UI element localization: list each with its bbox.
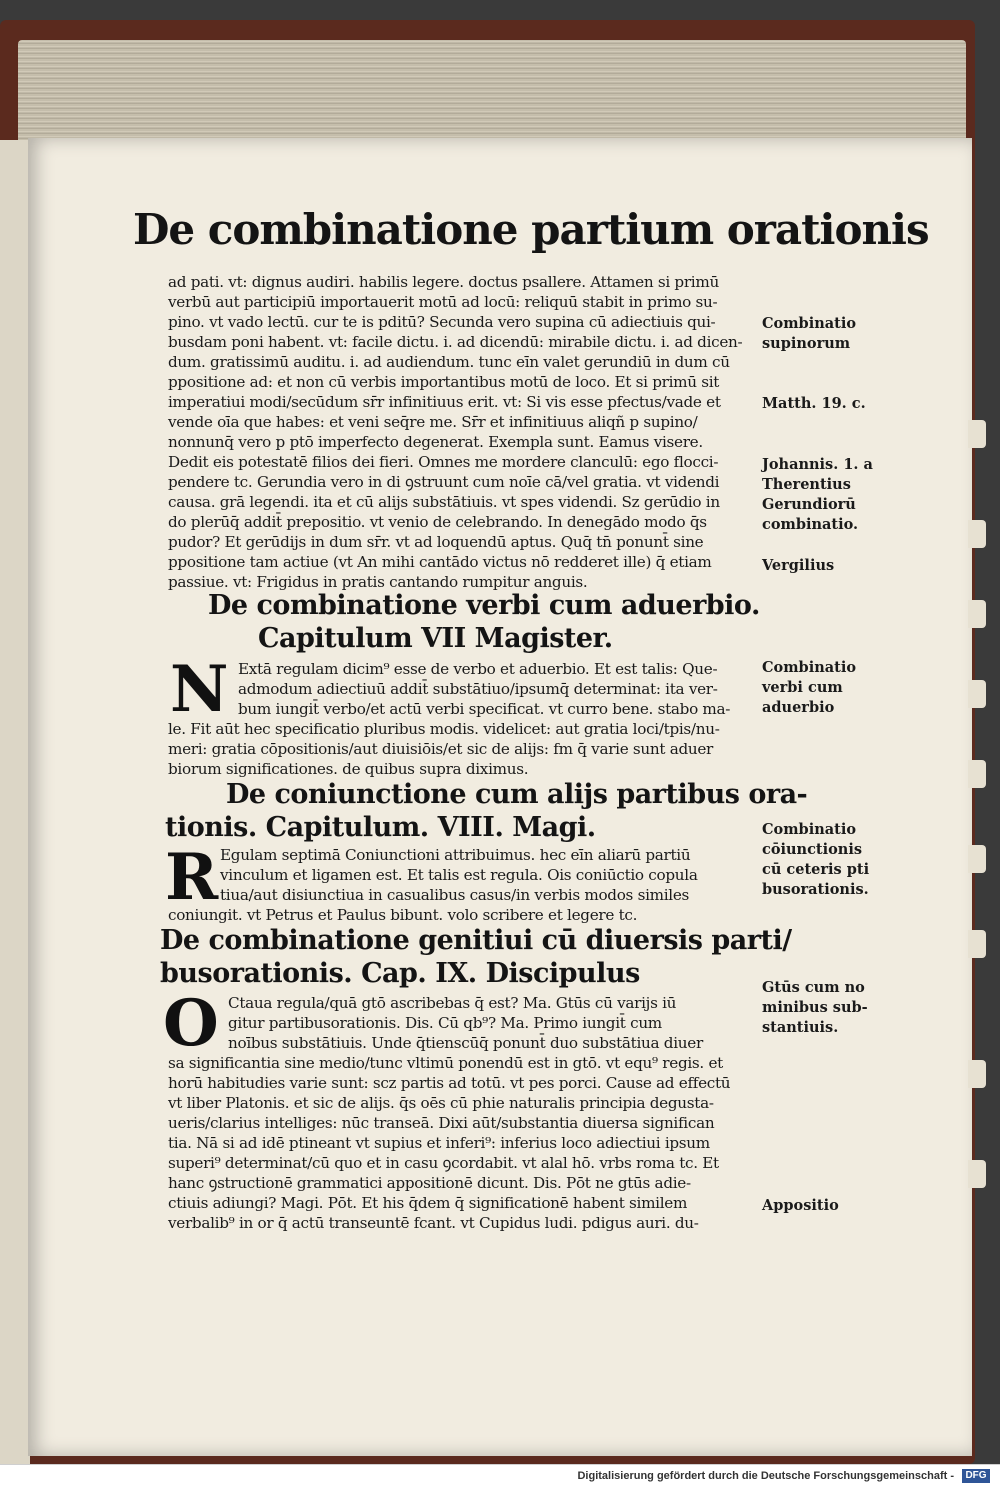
margin-note: Combinatio bbox=[762, 659, 857, 676]
text-line: noībus substātiuis. Unde q̄tienscūq̄ ponunt̄ duo substātiua diuer bbox=[228, 1034, 703, 1052]
margin-note: cū ceteris pti bbox=[762, 861, 870, 878]
page-tab bbox=[968, 1160, 986, 1188]
text-line: verbalib⁹ in or q̄ actū transeuntē fcant. vt Cupidus ludi. pdigus auri. du- bbox=[168, 1214, 699, 1232]
chapter-heading: De combinatione genitiui cū diuersis parti/ bbox=[160, 925, 792, 956]
margin-note: Combinatio bbox=[762, 315, 857, 332]
left-page-edge bbox=[0, 140, 30, 1464]
text-line: vinculum et ligamen est. Et talis est regula. Ois coniūctio copula bbox=[220, 866, 698, 884]
text-line: pendere tc. Gerundia vero in di ꝯstruunt cum noīe cā/vel gratia. vt videndi bbox=[168, 473, 720, 491]
chapter-subheading: tionis. Capitulum. VIII. Magi. bbox=[165, 812, 596, 843]
page-tab bbox=[968, 1060, 986, 1088]
margin-note: busorationis. bbox=[762, 881, 869, 898]
page-edges bbox=[18, 40, 966, 150]
dfg-logo[interactable]: DFG bbox=[962, 1469, 990, 1483]
decorated-initial: O bbox=[163, 986, 219, 1061]
page-tab bbox=[968, 930, 986, 958]
text-line: ad pati. vt: dignus audiri. habilis legere. doctus psallere. Attamen si primū bbox=[168, 273, 719, 291]
text-line: verbū aut participiū importauerit motū ad locū: reliquū stabit in primo su- bbox=[168, 293, 718, 311]
text-line: Dedit eis potestatē filios dei fieri. Omnes me mordere clanculū: ego flocci- bbox=[168, 453, 719, 471]
margin-note: combinatio. bbox=[762, 516, 859, 533]
margin-note: supinorum bbox=[762, 335, 851, 352]
page-tab bbox=[968, 760, 986, 788]
margin-note: cōiunctionis bbox=[762, 841, 863, 858]
text-line: bum iungit̄ verbo/et actū verbi specificat. vt curro bene. stabo ma- bbox=[238, 700, 731, 718]
decorated-initial: R bbox=[165, 840, 219, 915]
text-line: busdam poni habent. vt: facile dictu. i. ad dicendū: mirabile dictu. i. ad dicen- bbox=[168, 333, 743, 351]
text-line: vt liber Platonis. et sic de alijs. q̄s oēs cū phie naturalis principia degusta- bbox=[168, 1094, 714, 1112]
text-line: Egulam septimā Coniunctioni attribuimus. hec eīn aliarū partiū bbox=[220, 846, 691, 864]
page-tab bbox=[968, 420, 986, 448]
funding-notice: Digitalisierung gefördert durch die Deutsche Forschungsgemeinschaft - bbox=[577, 1470, 954, 1482]
page-tab bbox=[968, 520, 986, 548]
text-line: imperatiui modi/secūdum sr̄r infinitiuus erit. vt: Si vis esse pfectus/vade et bbox=[168, 393, 721, 411]
margin-note: Vergilius bbox=[762, 557, 835, 574]
text-line: passiue. vt: Frigidus in pratis cantando rumpitur anguis. bbox=[168, 573, 588, 591]
footer-bar bbox=[0, 1464, 1000, 1490]
text-line: ctiuis adiungi? Magi. Pōt. Et his q̄dem q̄ significationē habent similem bbox=[168, 1194, 688, 1212]
text-line: superi⁹ determinat/cū quo et in casu ꝯcordabit. vt alal hō. vrbs roma tc. Et bbox=[168, 1154, 719, 1172]
text-line: tiua/aut disiunctiua in casualibus casus/in verbis modos similes bbox=[220, 886, 690, 904]
text-line: hanc ꝯstructionē grammatici appositionē dicunt. Dis. Pōt ne gtūs adie- bbox=[168, 1174, 691, 1192]
text-line: gitur partibusorationis. Dis. Cū qb⁹? Ma. Primo iungit̄ cum bbox=[228, 1014, 662, 1032]
text-line: horū habitudies varie sunt: scz partis ad totū. vt pes porci. Cause ad effectū bbox=[168, 1074, 731, 1092]
text-line: vende oīa que habes: et veni seq̄re me. Sr̄r et infinitiuus aliqñ p supino/ bbox=[168, 413, 698, 431]
chapter-heading: De coniunctione cum alijs partibus ora- bbox=[226, 779, 808, 810]
margin-note: Gtūs cum no bbox=[762, 979, 865, 996]
text-line: sa significantia sine medio/tunc vltimū ponendū est in gtō. vt equ⁹ regis. et bbox=[168, 1054, 723, 1072]
text-line: tia. Nā si ad idē ptineant vt supius et inferi⁹: inferius loco adiectiui ipsum bbox=[168, 1134, 710, 1152]
text-line: ueris/clarius intelliges: nūc transeā. Dixi aūt/substantia diuersa significan bbox=[168, 1114, 715, 1132]
text-line: nonnunq̄ vero p ptō imperfecto degenerat. Exempla sunt. Eamus visere. bbox=[168, 433, 703, 451]
text-line: coniungit. vt Petrus et Paulus bibunt. volo scribere et legere tc. bbox=[168, 906, 638, 924]
text-line: biorum significationes. de quibus supra diximus. bbox=[168, 760, 529, 778]
margin-note: verbi cum bbox=[762, 679, 843, 696]
margin-note: Therentius bbox=[762, 476, 851, 493]
margin-note: Gerundiorū bbox=[762, 496, 856, 513]
text-line: dum. gratissimū auditu. i. ad audiendum. tunc eīn valet gerundiū in dum cū bbox=[168, 353, 730, 371]
page-tab bbox=[968, 845, 986, 873]
page-tab bbox=[968, 600, 986, 628]
text-line: Ctaua regula/quā gtō ascribebas q̄ est? Ma. Gtūs cū varijs iū bbox=[228, 994, 677, 1012]
text-line: pudor? Et gerūdijs in dum sr̄r. vt ad loquendū aptus. Quq̄ tn̄ ponunt̄ sine bbox=[168, 533, 704, 551]
text-line: le. Fit aūt hec specificatio pluribus modis. videlicet: aut gratia loci/tpis/nu- bbox=[168, 720, 720, 738]
chapter-heading: De combinatione verbi cum aduerbio. bbox=[208, 590, 760, 621]
decorated-initial: N bbox=[170, 652, 229, 727]
running-head: De combinatione partium orationis bbox=[133, 205, 929, 254]
text-line: admodum adiectiuū addit̄ substātiuo/ipsumq̄ determinat: ita ver- bbox=[238, 680, 718, 698]
text-line: meri: gratia cōpositionis/aut diuisiōis/et sic de alijs: fm q̄ varie sunt aduer bbox=[168, 740, 714, 758]
margin-note: aduerbio bbox=[762, 699, 835, 716]
text-line: ppositione tam actiue (vt An mihi cantādo victus nō redderet ille) q̄ etiam bbox=[168, 553, 712, 571]
margin-note: Combinatio bbox=[762, 821, 857, 838]
text-line: pino. vt vado lectū. cur te is pditū? Secunda vero supina cū adiectiuis qui- bbox=[168, 313, 716, 331]
text-line: do plerūq̄ addit̄ prepositio. vt venio de celebrando. In denegādo modo q̄s bbox=[168, 513, 707, 531]
margin-note: minibus sub- bbox=[762, 999, 868, 1016]
text-line: ppositione ad: et non cū verbis importantibus motū de loco. Et si primū sit bbox=[168, 373, 720, 391]
margin-note: stantiuis. bbox=[762, 1019, 839, 1036]
margin-note: Appositio bbox=[762, 1197, 839, 1214]
margin-note: Matth. 19. c. bbox=[762, 395, 866, 412]
page-tab bbox=[968, 680, 986, 708]
chapter-subheading: busorationis. Cap. IX. Discipulus bbox=[160, 958, 640, 989]
text-line: Extā regulam dicim⁹ esse de verbo et aduerbio. Et est talis: Que- bbox=[238, 660, 718, 678]
text-line: causa. grā legendi. ita et cū alijs substātiuis. vt spes videndi. Sz gerūdio in bbox=[168, 493, 720, 511]
margin-note: Johannis. 1. a bbox=[762, 456, 873, 473]
chapter-subheading: Capitulum VII Magister. bbox=[258, 623, 613, 654]
